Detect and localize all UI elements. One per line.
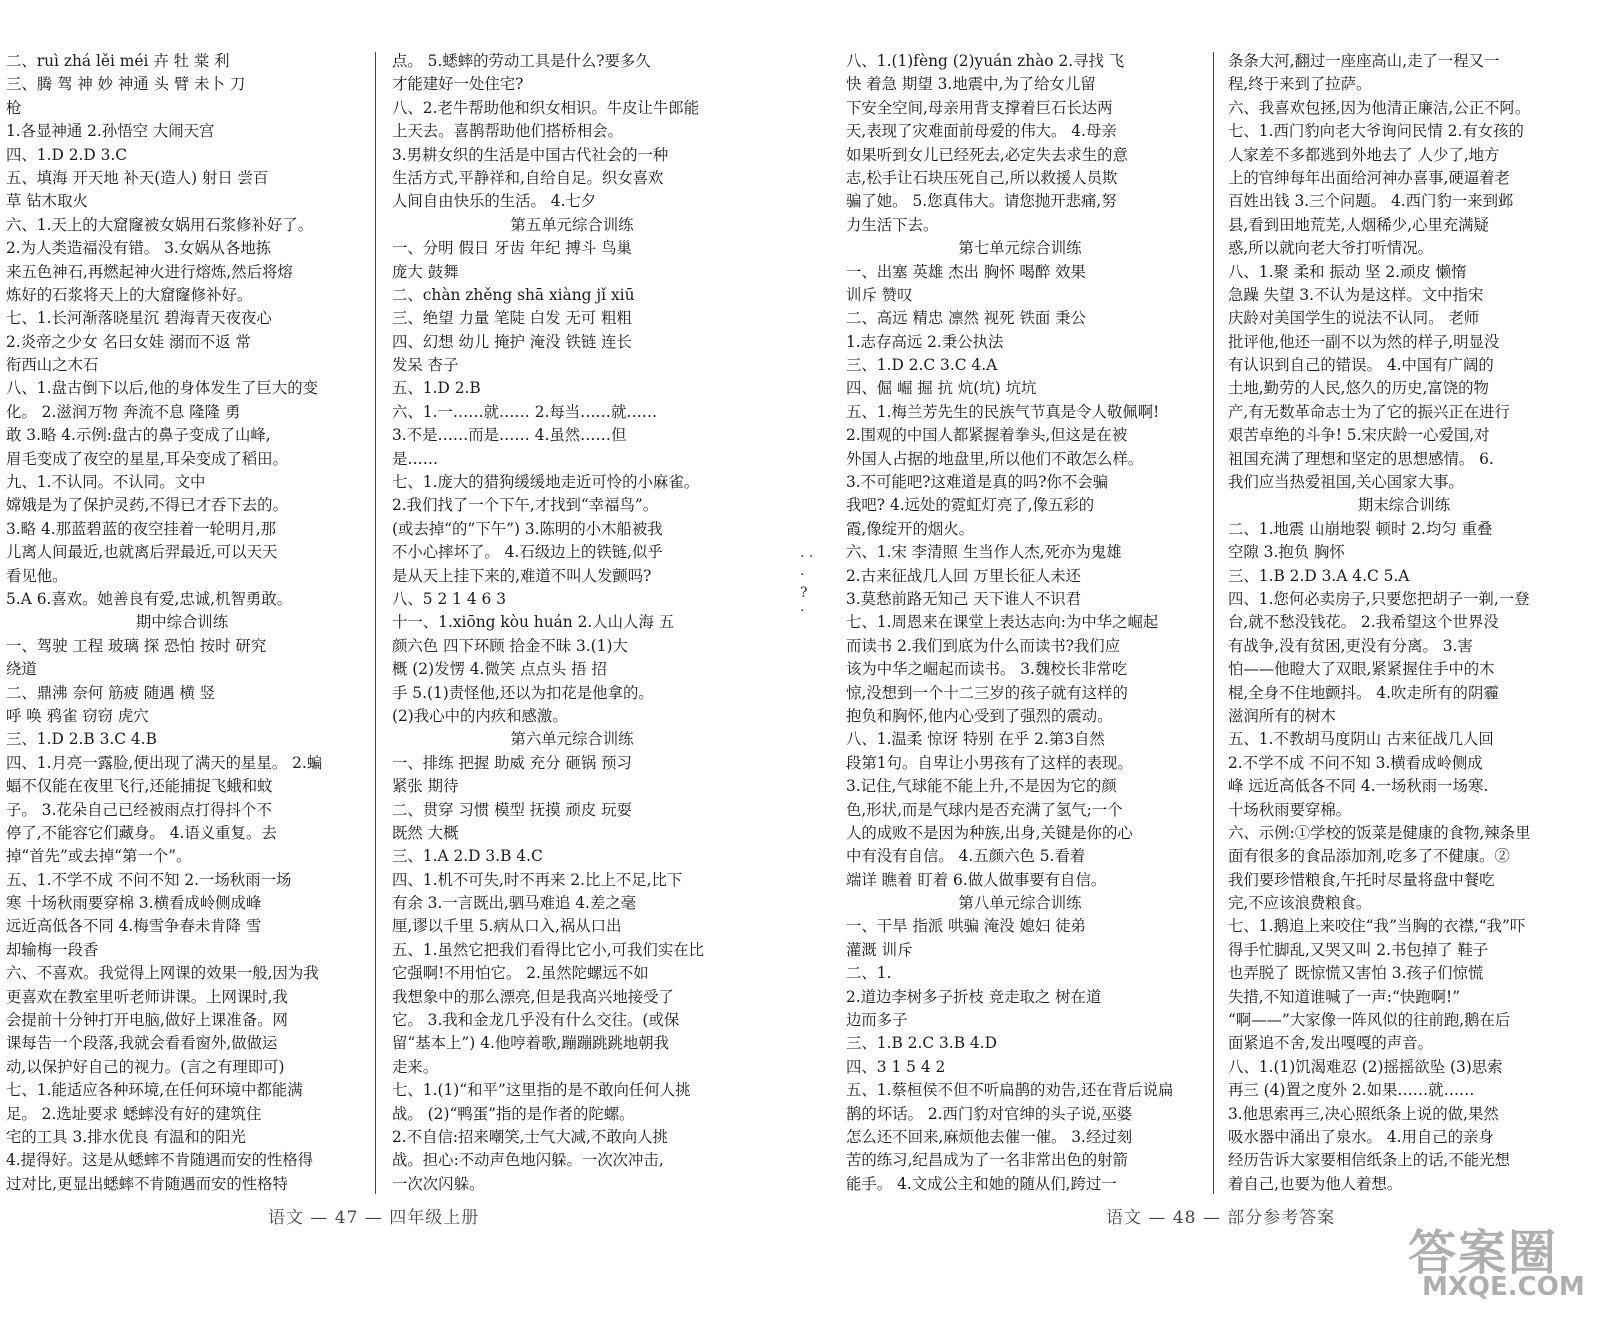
answer-line: 条条大河,翻过一座座高山,走了一程又一 (1228, 52, 1500, 70)
answer-line: 三、绝望 力量 笔陡 白发 无可 粗粗 (392, 309, 632, 328)
answer-line: 厘,谬以千里 5.病从口入,祸从口出 (392, 917, 622, 936)
watermark-logo (1408, 1214, 1588, 1308)
answer-line: 鹊的坏话。 2.西门豹对官绅的头子说,巫婆 (846, 1104, 1133, 1123)
answer-line: 七、1.长河渐落晓星沉 碧海青天夜夜心 (6, 309, 272, 328)
answer-line: 八、2.老牛帮助他和织女相识。牛皮让牛郎能 (392, 98, 700, 117)
answer-line: 蝠不仅能在夜里飞行,还能捕捉飞蛾和蚊 (6, 777, 273, 796)
answer-line: 批评他,他还一副不以为然的样子,明显没 (1228, 332, 1500, 351)
answer-line: 六、1.一……就…… 2.每当……就…… (392, 402, 658, 421)
answer-line: 一、驾驶 工程 玻璃 探 恐怕 按时 研究 (6, 636, 267, 655)
answer-line: 庞大 鼓舞 (392, 262, 459, 281)
answer-line: 过对比,更显出蟋蟀不肯随遇而安的性格特 (6, 1174, 288, 1193)
answer-line: 七、1.(1)“和平”这里指的是不敢向任何人挑 (392, 1081, 691, 1100)
answer-line: 4.提得好。这是从蟋蟀不肯随遇而安的性格得 (6, 1151, 314, 1170)
answer-line: 2.为人类造福没有错。 3.女娲从各地拣 (6, 239, 272, 258)
answer-line: 有战争,没有贫困,更没有分离。 3.害 (1228, 636, 1473, 655)
right-page-footer: 语文 — 48 — 部分参考答案 (1106, 1208, 1336, 1228)
watermark-text: 答案圈 (1408, 1225, 1559, 1281)
answer-line: 3.男耕女织的生活是中国古代社会的一种 (392, 145, 669, 164)
answer-line: 中有没有自信。 4.五颜六色 5.看着 (846, 847, 1086, 866)
answer-line: 2.炎帝之少女 名曰女娃 溺而不返 常 (6, 332, 251, 351)
answer-line: 却输梅一段香 (6, 940, 99, 959)
answer-line: 2.我们找了一个下午,才找到“幸福鸟”。 (392, 496, 659, 515)
column-divider (375, 52, 376, 1194)
answer-line: 该为中华之崛起而读书。 3.魏校长非常吃 (846, 660, 1128, 679)
answer-line: 空隙 3.抱负 胸怀 (1228, 543, 1345, 562)
answer-line: 3.略 4.那蓝碧蓝的夜空挂着一轮明月,那 (6, 519, 277, 538)
answer-line: 它强啊!不用怕它。 2.虽然陀螺远不如 (392, 964, 649, 983)
answer-line: “啊——”大家像一阵风似的往前跑,鹅在后 (1228, 1011, 1511, 1030)
answer-line: 二、chàn zhěng shā xiàng jǐ xiū (392, 285, 635, 304)
answer-line: 走来。 (392, 1057, 439, 1076)
answer-line: 四、幻想 幼儿 掩护 淹没 铁链 连长 (392, 332, 632, 351)
answer-line: 六、示例:①学校的饭菜是健康的食物,辣条里 (1228, 823, 1531, 842)
answer-line: 能手。 4.文成公主和她的随从们,跨过一 (846, 1174, 1117, 1193)
answer-line: 下安全空间,母亲用背支撑着巨石长达两 (846, 98, 1113, 117)
answer-line: 峰 远近高低各不同 4.一场秋雨一场寒. (1228, 777, 1489, 796)
answer-line: 会提前十分钟打开电脑,做好上课准备。网 (6, 1011, 288, 1030)
answer-line: 3.他思索再三,决心照纸条上说的做,果然 (1228, 1104, 1499, 1123)
answer-line: 祖国充满了理想和坚定的思想感情。 6. (1228, 449, 1494, 468)
answer-line: 七、1.能适应各种环境,在任何环境中都能满 (6, 1081, 303, 1100)
answer-line: 六、我喜欢包拯,因为他清正廉洁,公正不阿。 (1228, 98, 1531, 117)
answer-line: 1.志存高远 2.秉公执法 (846, 332, 1004, 351)
answer-line: 再三 (4)置之度外 2.如果……就…… (1228, 1081, 1475, 1100)
answer-line: 手 5.(1)责怪他,还以为扣花是他拿的。 (392, 683, 654, 702)
answer-line: 动,以保护好自己的视力。(言之有理即可) (6, 1057, 285, 1076)
left-page-column-1 (6, 50, 358, 1196)
answer-line: 眉毛变成了夜空的星星,耳朵变成了稻田。 (6, 449, 288, 468)
answer-line: 庆龄对美国学生的说法不认同。 老师 (1228, 309, 1480, 328)
answer-line: 八、1.(1)饥渴难忍 (2)摇摇欲坠 (3)思索 (1228, 1057, 1503, 1076)
answer-line: 衔西山之木石 (6, 356, 99, 375)
binding-marks: · · · ? · (800, 549, 814, 619)
answer-line: 四、倔 崛 掘 抗 炕(坑) 坑坑 (846, 379, 1037, 398)
section-heading: 第六单元综合训练 (510, 730, 634, 749)
answer-line: 志,松手让石块压死自己,所以救援人员欺 (846, 168, 1118, 187)
answer-line: 1.各显神通 2.孙悟空 大闹天宫 (6, 122, 215, 141)
answer-line: 三、腾 驾 神 妙 神通 头 臂 未卜 刀 (6, 75, 246, 94)
answer-line: 是从天上挂下来的,难道不叫人发颤吗? (392, 566, 652, 585)
answer-line: 五、1.不学不成 不问不知 2.一场秋雨一场 (6, 870, 292, 889)
answer-line: 七、1.鹅追上来咬住“我”当胸的衣襟,“我”吓 (1228, 917, 1526, 936)
answer-line: 二、高远 精忠 凛然 视死 铁面 秉公 (846, 309, 1086, 328)
answer-line: 一、出塞 英雄 杰出 胸怀 喝醉 效果 (846, 262, 1086, 281)
answer-line: 端详 瞧着 盯着 6.做人做事要有自信。 (846, 870, 1107, 889)
answer-line: 绕道 (6, 660, 37, 679)
watermark-url: MXQE.COM (1422, 1272, 1585, 1302)
answer-line: 五、1.梅兰芳先生的民族气节真是令人敬佩啊! (846, 402, 1160, 421)
answer-line: 嫦娥是为了保护灵药,不得已才吞下去的。 (6, 496, 288, 515)
section-heading: 第七单元综合训练 (958, 239, 1082, 258)
answer-line: 五、1.虽然它把我们看得比它小,可我们实在比 (392, 940, 704, 959)
answer-line: 2.不学不成 不问不知 3.横看成岭侧成 (1228, 753, 1483, 772)
answer-line: 经历告诉大家要相信纸条上的话,不能光想 (1228, 1151, 1510, 1170)
answer-line: 一、排练 把握 助威 充分 砸锅 预习 (392, 753, 632, 772)
answer-line: 二、贯穿 习惯 模型 抚摸 顽皮 玩耍 (392, 800, 632, 819)
answer-line: 既然 大概 (392, 823, 459, 842)
left-page-column-2 (392, 50, 752, 1196)
answer-line: 抱负和胸怀,他内心受到了强烈的震动。 (846, 706, 1113, 725)
answer-line: 我们应当热爱祖国,关心国家大事。 (1228, 473, 1464, 492)
answer-line: 足。 2.选址要求 蟋蟀没有好的建筑住 (6, 1104, 262, 1123)
answer-line: 一、干旱 指派 哄骗 淹没 媳妇 徒弟 (846, 917, 1086, 936)
answer-line: 吸水器中涌出了泉水。 4.用自己的亲身 (1228, 1127, 1494, 1146)
answer-line: 六、1.宋 李清照 生当作人杰,死亦为鬼雄 (846, 543, 1122, 562)
answer-line: 四、3 1 5 4 2 (846, 1057, 946, 1076)
answer-line: 是…… (392, 449, 439, 468)
answer-line: 六、1.天上的大窟窿被女娲用石浆修补好了。 (6, 215, 314, 234)
answer-line: 远近高低各不同 4.梅雪争春未肯降 雪 (6, 917, 262, 936)
answer-line: 训斥 赞叹 (846, 285, 913, 304)
answer-line: 2.不自信:招来嘲笑,士气大减,不敢向人挑 (392, 1127, 668, 1146)
answer-line: 战。 (2)“鸭蛋”指的是作者的陀螺。 (392, 1104, 635, 1123)
answer-line: 四、1.机不可失,时不再来 2.比上不足,比下 (392, 870, 683, 889)
answer-line: 二、1.地震 山崩地裂 顿时 2.均匀 重叠 (1228, 519, 1493, 538)
answer-line: 上天去。喜鹊帮助他们搭桥相会。 (392, 122, 623, 141)
answer-line: 十场秋雨要穿棉。 (1228, 800, 1352, 819)
answer-line: 有认识到自己的错误。 4.中国有广阔的 (1228, 356, 1494, 375)
answer-line: 五、1.不教胡马度阴山 古来征战几人回 (1228, 730, 1494, 749)
answer-line: 留“基本上”) 4.他哼着歌,蹦蹦跳跳地朝我 (392, 1034, 670, 1053)
answer-line: 掉“首先”或去掉“第一个”。 (6, 847, 192, 866)
answer-line: 四、1.D 2.D 3.C (6, 145, 128, 164)
answer-line: 惑,所以就向老大爷打听情况。 (1228, 239, 1433, 258)
answer-line: 发呆 杏子 (392, 356, 459, 375)
answer-line: 八、5 2 1 4 6 3 (392, 589, 506, 608)
answer-line: 5.A 6.喜欢。她善良有爱,忠诚,机智勇敢。 (6, 589, 293, 608)
answer-line: 3.不可能吧?这难道是真的吗?你不会骗 (846, 473, 1109, 492)
answer-line: 怎么还不回来,麻烦他去催一催。 3.经过刻 (846, 1127, 1133, 1146)
answer-line: 天,表现了灾难面前母爱的伟大。 4.母亲 (846, 122, 1117, 141)
answer-line: 县,看到田地荒芜,人烟稀少,心里充满疑 (1228, 215, 1489, 234)
answer-line: 有余 3.一言既出,驷马难追 4.差之毫 (392, 894, 637, 913)
answer-line: 骗了她。 5.您真伟大。请您抛开悲痛,努 (846, 192, 1117, 211)
right-page-column-1 (846, 50, 1194, 1196)
answer-line: 它。 3.我和金龙几乎没有什么交往。(或保 (392, 1011, 680, 1030)
answer-line: 面紧追不舍,发出嘎嘎的声音。 (1228, 1034, 1433, 1053)
answer-line: 点。 5.蟋蟀的劳动工具是什么?要多久 (392, 52, 651, 70)
answer-line: 六、不喜欢。我觉得上网课的效果一般,因为我 (6, 964, 319, 983)
answer-line: 看见他。 (6, 566, 68, 585)
answer-line: 颜六色 四下环顾 拾金不昧 3.(1)大 (392, 636, 628, 655)
answer-line: 2.古来征战几人回 万里长征人未还 (846, 566, 1082, 585)
section-heading: 期末综合训练 (1357, 496, 1451, 515)
answer-line: 程,终于来到了拉萨。 (1228, 75, 1372, 94)
answer-line: 二、1. (846, 964, 892, 983)
answer-line: 我想象中的那么漂亮,但是我高兴地接受了 (392, 987, 674, 1006)
answer-line: 宅的工具 3.排水优良 有温和的阳光 (6, 1127, 246, 1146)
answer-line: 来五色神石,再燃起神火进行熔炼,然后将熔 (6, 262, 293, 281)
left-page-footer: 语文 — 47 — 四年级上册 (268, 1208, 480, 1228)
answer-line: 苦的练习,纪昌成为了一名非常出色的射箭 (846, 1151, 1128, 1170)
answer-line: 边而多子 (846, 1011, 908, 1030)
answer-line: 七、1.周恩来在课堂上表达志向:为中华之崛起 (846, 613, 1159, 632)
answer-line: 七、1.西门豹向老大爷询问民情 2.有女孩的 (1228, 122, 1524, 141)
answer-line: 八、1.聚 柔和 振动 坚 2.顽皮 懒惰 (1228, 262, 1467, 281)
answer-line: (或去掉“的”下午”) 3.陈明的小木船被我 (392, 519, 663, 538)
section-heading: 期中综合训练 (135, 613, 229, 632)
answer-line: 段第1句。自卑让小男孩有了这样的表现。 (846, 753, 1133, 772)
answer-line: 二、ruì zhá lěi méi 卉 牡 棠 利 (6, 52, 230, 70)
section-heading: 第五单元综合训练 (510, 215, 634, 234)
answer-line: 棍,全身不住地颤抖。 4.吹走所有的阴霾 (1228, 683, 1499, 702)
answer-line: 更喜欢在教室里听老师讲课。上网课时,我 (6, 987, 288, 1006)
column-divider (1213, 52, 1214, 1194)
answer-line: 产,有无数革命志士为了它的振兴正在进行 (1228, 402, 1510, 421)
answer-line: 紧张 期待 (392, 777, 459, 796)
answer-line: 儿离人间最近,也就离后羿最近,可以天天 (6, 543, 278, 562)
answer-line: 得手忙脚乱,又哭又叫 2.书包掉了 鞋子 (1228, 940, 1489, 959)
answer-line: 四、1.您何必卖房子,只要您把胡子一剃,一登 (1228, 589, 1530, 608)
answer-line: 人的成败不是因为种族,出身,关键是你的心 (846, 823, 1133, 842)
answer-line: 百姓出钱 3.三个问题。 4.西门豹一来到邺 (1228, 192, 1514, 211)
answer-line: 我吧? 4.远处的霓虹灯亮了,像五彩的 (846, 496, 1095, 515)
answer-line: 二、鼎沸 奈何 筋疲 随遇 横 竖 (6, 683, 216, 702)
answer-line: 一次次闪躲。 (392, 1174, 485, 1193)
answer-line: 才能建好一处住宅? (392, 75, 524, 94)
answer-line: 灌溉 训斥 (846, 940, 913, 959)
answer-line: 人家差不多都逃到外地去了 人少了,地方 (1228, 145, 1500, 164)
answer-line: 五、1.蔡桓侯不但不听扁鹊的劝告,还在背后说扁 (846, 1081, 1174, 1100)
answer-line: 怕——他瞪大了双眼,紧紧握住手中的木 (1228, 660, 1495, 679)
answer-line: 敢 3.略 4.示例:盘古的鼻子变成了山峰, (6, 426, 271, 445)
answer-line: 炼好的石浆将天上的大窟窿修补好。 (6, 285, 253, 304)
answer-line: 失措,不知道谁喊了一声:“快跑啊!” (1228, 987, 1461, 1006)
answer-line: 停了,不能容它们藏身。 4.语义重复。去 (6, 823, 277, 842)
answer-line: 着自己,也要为他人着想。 (1228, 1174, 1403, 1193)
answer-line: 一、分明 假日 牙齿 年纪 搏斗 鸟巢 (392, 239, 632, 258)
answer-line: 急躁 失望 3.不认为是这样。文中指宋 (1228, 285, 1484, 304)
answer-line: 霞,像绽开的烟火。 (846, 519, 975, 538)
answer-line: 化。 2.滋润万物 奔流不息 隆隆 勇 (6, 402, 241, 421)
answer-line: 寒 十场秋雨要穿棉 3.横看成岭侧成峰 (6, 894, 262, 913)
answer-line: 生活方式,平静祥和,自给自足。织女喜欢 (392, 168, 664, 187)
answer-line: 七、1.庞大的猎狗缓缓地走近可怜的小麻雀。 (392, 473, 700, 492)
answer-line: 滋润所有的树木 (1228, 706, 1336, 725)
answer-line: 五、填海 开天地 补天(造人) 射日 尝百 (6, 168, 269, 187)
answer-line: 十一、1.xiōng kòu huán 2.人山人海 五 (392, 613, 675, 632)
answer-line: 不小心摔坏了。 4.石级边上的铁链,似乎 (392, 543, 663, 562)
answer-line: 课每告一个段落,我就会看看窗外,做做运 (6, 1034, 278, 1053)
answer-line: 枪 (6, 98, 22, 117)
answer-line: 上的官绅每年出面给河神办喜事,硬逼着老 (1228, 168, 1510, 187)
answer-line: 也弄脱了 既惊慌又害怕 3.孩子们惊慌 (1228, 964, 1484, 983)
answer-line: (2)我心中的内疚和感激。 (392, 706, 568, 725)
answer-line: 外国人占据的地盘里,所以他们不敢怎么样。 (846, 449, 1144, 468)
answer-line: 人间自由快乐的生活。 4.七夕 (392, 192, 597, 211)
answer-line: 3.莫愁前路无知己 天下谁人不识君 (846, 589, 1082, 608)
answer-line: 三、1.D 2.C 3.C 4.A (846, 356, 998, 375)
answer-line: 3.不是……而是…… 4.虽然……但 (392, 426, 627, 445)
answer-line: 四、1.月亮一露脸,便出现了满天的星星。 2.蝙 (6, 753, 323, 772)
answer-line: 2.道边李树多子折枝 竞走取之 树在道 (846, 987, 1102, 1006)
answer-line: 色,形状,而是气球内是否充满了氢气;一个 (846, 800, 1123, 819)
answer-line: 我们要珍惜粮食,午托时尽量将盘中餐吃 (1228, 870, 1495, 889)
answer-line: 2.围观的中国人都紧握着拳头,但这是在被 (846, 426, 1128, 445)
answer-line: 呼 唤 鸦雀 窃窃 虎穴 (6, 706, 149, 725)
answer-line: 三、1.A 2.D 3.B 4.C (392, 847, 543, 866)
answer-line: 台,就不愁没钱花。 2.我希望这个世界没 (1228, 613, 1499, 632)
answer-line: 三、1.B 2.C 3.B 4.D (846, 1034, 997, 1053)
answer-line: 战。担心:不动声色地闪躲。一次次冲击, (392, 1151, 664, 1170)
answer-line: 面有很多的食品添加剂,吃多了不健康。② (1228, 847, 1510, 866)
answer-line: 九、1.不认同。不认同。文中 (6, 473, 206, 492)
answer-line: 3.记住,气球能不能上升,不是因为它的颜 (846, 777, 1117, 796)
answer-line: 概 (2)发愣 4.微笑 点点头 捂 招 (392, 660, 607, 679)
answer-line: 八、1.盘古倒下以后,他的身体发生了巨大的变 (6, 379, 318, 398)
answer-line: 快 着急 期望 3.地震中,为了给女儿留 (846, 75, 1096, 94)
answer-line: 如果听到女儿已经死去,必定失去求生的意 (846, 145, 1128, 164)
answer-line: 而读书 2.我们到底为什么而读书?我们应 (846, 636, 1121, 655)
answer-line: 三、1.B 2.D 3.A 4.C 5.A (1228, 566, 1410, 585)
answer-line: 草 钻木取火 (6, 192, 88, 211)
answer-line: 三、1.D 2.B 3.C 4.B (6, 730, 157, 749)
answer-line: 完,不应该浪费粮食。 (1228, 894, 1372, 913)
right-page-column-2 (1228, 50, 1580, 1196)
answer-line: 八、1.(1)fèng (2)yuán zhào 2.寻找 飞 (846, 52, 1125, 70)
answer-line: 惊,没想到一个十二三岁的孩子就有这样的 (846, 683, 1128, 702)
answer-line: 土地,勤劳的人民,悠久的历史,富饶的物 (1228, 379, 1489, 398)
answer-line: 艰苦卓绝的斗争! 5.宋庆龄一心爱国,对 (1228, 426, 1490, 445)
section-heading: 第八单元综合训练 (958, 894, 1082, 913)
answer-line: 力生活下去。 (846, 215, 939, 234)
answer-line: 五、1.D 2.B (392, 379, 481, 398)
answer-line: 子。 3.花朵自己已经被雨点打得抖个不 (6, 800, 272, 819)
answer-line: 八、1.温柔 惊讶 特别 在乎 2.第3自然 (846, 730, 1105, 749)
